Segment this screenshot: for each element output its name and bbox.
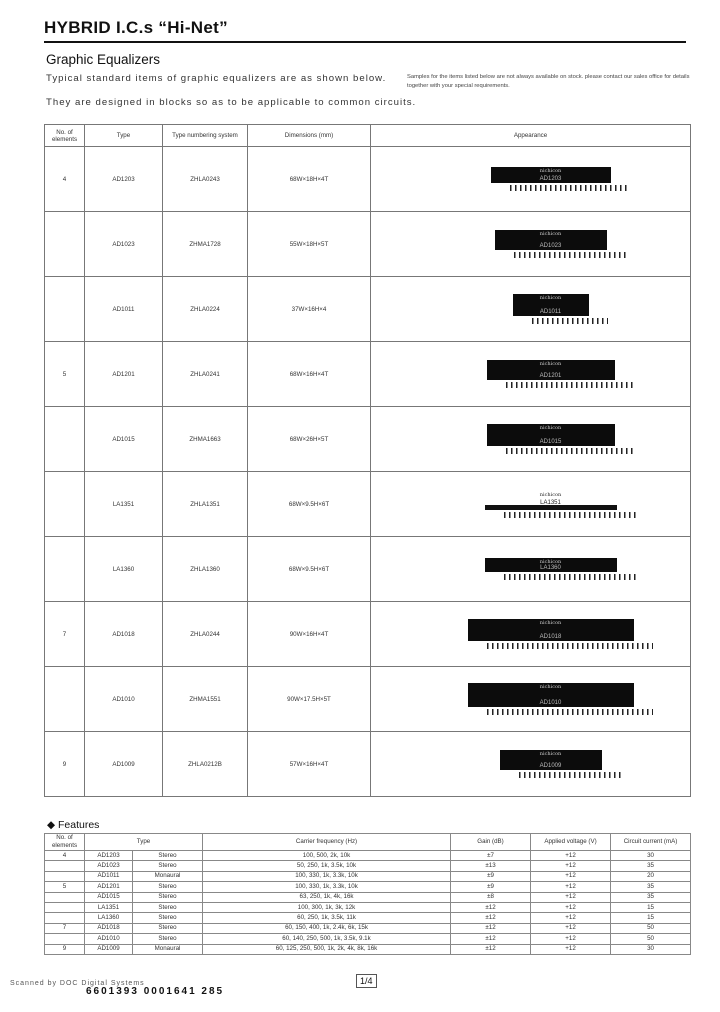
section-title: Graphic Equalizers [46,52,161,67]
gain-cell: ±9 [451,882,531,892]
col-header-appearance: Appearance [371,125,691,147]
feat-header-gain: Gain (dB) [451,834,531,851]
page-title: HYBRID I.C.s “Hi-Net” [44,18,228,37]
numbering-cell: ZHLA0243 [163,147,248,212]
table-row [45,882,691,892]
numbering-cell: ZHLA0244 [163,602,248,667]
mode-cell: Stereo [133,913,203,923]
numbering-cell: ZHMA1663 [163,407,248,472]
elements-cell [45,902,85,912]
part-code: AD1011 [539,309,562,315]
type-cell: AD1203 [85,851,133,861]
current-cell: 20 [611,871,691,881]
ic-package-image [513,294,589,316]
dims-cell: 68W×26H×5T [248,407,371,472]
feat-header-voltage: Applied voltage (V) [531,834,611,851]
ic-package-image [468,619,634,641]
appearance-cell [371,537,691,602]
gain-cell: ±12 [451,934,531,944]
dims-cell: 68W×9.5H×6T [248,537,371,602]
voltage-cell: +12 [531,923,611,933]
appearance-cell [371,407,691,472]
voltage-cell: +12 [531,882,611,892]
voltage-cell: +12 [531,851,611,861]
brand-label: nichicon [539,491,562,498]
elements-cell [45,861,85,871]
table-row [45,934,691,944]
appearance-cell [371,667,691,732]
gain-cell: ±12 [451,913,531,923]
table-row [45,342,691,407]
table-row [45,851,691,861]
numbering-cell: ZHMA1551 [163,667,248,732]
elements-cell [45,913,85,923]
elements-cell: 9 [45,944,85,954]
appearance-cell [371,277,691,342]
ic-package-image [485,558,617,572]
table-row [45,147,691,212]
table-row [45,913,691,923]
current-cell: 30 [611,851,691,861]
elements-cell: 4 [45,147,85,212]
type-cell: AD1011 [85,277,163,342]
elements-cell: 4 [45,851,85,861]
mode-cell: Stereo [133,861,203,871]
type-cell: AD1018 [85,923,133,933]
dims-cell: 68W×9.5H×6T [248,472,371,537]
table-row [45,732,691,797]
numbering-cell: ZHLA0224 [163,277,248,342]
appearance-cell [371,342,691,407]
voltage-cell: +12 [531,892,611,902]
brand-label: nichicon [539,684,562,690]
part-code: AD1203 [539,176,562,182]
elements-cell [45,277,85,342]
part-code: AD1023 [539,243,562,249]
type-cell: LA1360 [85,537,163,602]
frequency-cell: 100, 500, 2k, 10k [203,851,451,861]
type-cell: AD1023 [85,212,163,277]
table-row [45,407,691,472]
voltage-cell: +12 [531,913,611,923]
intro-line-1: Typical standard items of graphic equalizers are as shown below. [46,73,387,84]
mode-cell: Stereo [133,882,203,892]
elements-cell [45,667,85,732]
current-cell: 30 [611,944,691,954]
dims-cell: 57W×16H×4T [248,732,371,797]
appearance-cell [371,147,691,212]
type-cell: AD1018 [85,602,163,667]
current-cell: 35 [611,861,691,871]
gain-cell: ±7 [451,851,531,861]
brand-label: nichicon [539,295,562,301]
mode-cell: Stereo [133,851,203,861]
type-cell: AD1015 [85,407,163,472]
part-code: AD1201 [539,373,562,379]
scan-credit: Scanned by DOC Digital Systems [10,980,145,987]
numbering-cell: ZHLA1360 [163,537,248,602]
brand-label: nichicon [539,361,562,367]
brand-label: nichicon [539,751,562,757]
mode-cell: Stereo [133,892,203,902]
frequency-cell: 50, 250, 1k, 3.5k, 10k [203,861,451,871]
elements-cell [45,212,85,277]
appearance-cell [371,732,691,797]
frequency-cell: 100, 330, 1k, 3.3k, 10k [203,871,451,881]
current-cell: 15 [611,902,691,912]
table-row [45,861,691,871]
table-row [45,892,691,902]
part-code: AD1018 [539,634,562,640]
type-cell: AD1201 [85,882,133,892]
ic-pins [519,772,621,778]
availability-note: Samples for the items listed below are not always available on stock. please contact our sales office for details together with your special requirements. [407,74,690,89]
intro-line-2: They are designed in blocks so as to be applicable to common circuits. [46,97,417,108]
barcode-number: 6601393 0001641 285 [86,986,225,997]
ic-pins [504,574,636,580]
part-code: AD1010 [539,700,562,706]
type-cell: LA1351 [85,472,163,537]
voltage-cell: +12 [531,944,611,954]
type-cell: AD1010 [85,934,133,944]
type-cell: AD1015 [85,892,133,902]
elements-cell [45,892,85,902]
part-code: AD1009 [539,763,562,769]
voltage-cell: +12 [531,902,611,912]
table-row [45,277,691,342]
ic-package-image [485,491,617,510]
table-row [45,902,691,912]
mode-cell: Monaural [133,871,203,881]
frequency-cell: 60, 150, 400, 1k, 2.4k, 6k, 15k [203,923,451,933]
dims-cell: 90W×17.5H×5T [248,667,371,732]
mode-cell: Stereo [133,934,203,944]
frequency-cell: 100, 300, 1k, 3k, 12k [203,902,451,912]
current-cell: 15 [611,913,691,923]
type-cell: LA1360 [85,913,133,923]
type-cell: AD1203 [85,147,163,212]
type-cell: AD1011 [85,871,133,881]
table-row [45,212,691,277]
appearance-cell [371,602,691,667]
features-header-row [45,834,691,851]
frequency-cell: 60, 140, 250, 500, 1k, 3.5k, 9.1k [203,934,451,944]
part-code: LA1360 [540,565,561,571]
ic-pins [532,318,608,324]
features-table [44,833,691,955]
dims-cell: 55W×18H×5T [248,212,371,277]
elements-cell [45,871,85,881]
mode-cell: Stereo [133,902,203,912]
current-cell: 50 [611,934,691,944]
numbering-cell: ZHLA0212B [163,732,248,797]
ic-package-image [500,750,602,770]
type-cell: AD1010 [85,667,163,732]
col-header-dimensions: Dimensions (mm) [248,125,371,147]
table-row [45,537,691,602]
voltage-cell: +12 [531,871,611,881]
frequency-cell: 100, 330, 1k, 3.3k, 10k [203,882,451,892]
ic-pins [514,252,626,258]
type-cell: LA1351 [85,902,133,912]
frequency-cell: 63, 250, 1k, 4k, 16k [203,892,451,902]
col-header-elements: No. of elements [45,125,85,147]
brand-label: nichicon [539,620,562,626]
type-cell: AD1009 [85,732,163,797]
page-number: 1/4 [356,974,377,988]
ic-package-image [491,167,611,183]
table-row [45,871,691,881]
part-code: AD1015 [539,439,562,445]
col-header-type: Type [85,125,163,147]
elements-cell: 5 [45,342,85,407]
equalizer-table [44,124,691,797]
gain-cell: ±8 [451,892,531,902]
col-header-numbering: Type numbering system [163,125,248,147]
mode-cell: Stereo [133,923,203,933]
ic-package-image [495,230,607,250]
appearance-cell [371,472,691,537]
frequency-cell: 60, 125, 250, 500, 1k, 2k, 4k, 8k, 16k [203,944,451,954]
dims-cell: 90W×16H×4T [248,602,371,667]
appearance-cell [371,212,691,277]
frequency-cell: 60, 250, 1k, 3.5k, 11k [203,913,451,923]
mode-cell: Monaural [133,944,203,954]
current-cell: 35 [611,882,691,892]
current-cell: 50 [611,923,691,933]
table-row [45,667,691,732]
ic-pins [487,709,653,715]
gain-cell: ±9 [451,871,531,881]
numbering-cell: ZHMA1728 [163,212,248,277]
part-code: LA1351 [540,499,561,506]
dims-cell: 68W×18H×4T [248,147,371,212]
type-cell: AD1201 [85,342,163,407]
voltage-cell: +12 [531,934,611,944]
elements-cell [45,472,85,537]
dims-cell: 68W×16H×4T [248,342,371,407]
ic-package-image [487,360,615,380]
elements-cell: 5 [45,882,85,892]
elements-cell: 9 [45,732,85,797]
table-row [45,923,691,933]
ic-pins [506,382,634,388]
table-row [45,472,691,537]
gain-cell: ±12 [451,923,531,933]
ic-pins [504,512,636,518]
brand-label: nichicon [539,559,562,565]
table-row [45,602,691,667]
current-cell: 35 [611,892,691,902]
ic-package-image [487,424,615,446]
ic-pins [506,448,634,454]
feat-header-frequency: Carrier frequency (Hz) [203,834,451,851]
elements-cell [45,934,85,944]
ic-package-image [468,683,634,707]
numbering-cell: ZHLA1351 [163,472,248,537]
brand-label: nichicon [539,168,562,174]
type-cell: AD1009 [85,944,133,954]
elements-cell: 7 [45,602,85,667]
feat-header-type: Type [85,834,203,851]
brand-label: nichicon [539,425,562,431]
ic-pins [487,643,653,649]
features-title: ◆ Features [47,819,100,831]
gain-cell: ±13 [451,861,531,871]
feat-header-elements: No. of elements [45,834,85,851]
elements-cell [45,407,85,472]
brand-label: nichicon [539,231,562,237]
ic-pins [510,185,630,191]
numbering-cell: ZHLA0241 [163,342,248,407]
elements-cell [45,537,85,602]
table-row [45,944,691,954]
voltage-cell: +12 [531,861,611,871]
gain-cell: ±12 [451,944,531,954]
elements-cell: 7 [45,923,85,933]
type-cell: AD1023 [85,861,133,871]
feat-header-current: Circuit current (mA) [611,834,691,851]
gain-cell: ±12 [451,902,531,912]
title-rule [44,41,686,43]
dims-cell: 37W×16H×4 [248,277,371,342]
table-header-row [45,125,691,147]
